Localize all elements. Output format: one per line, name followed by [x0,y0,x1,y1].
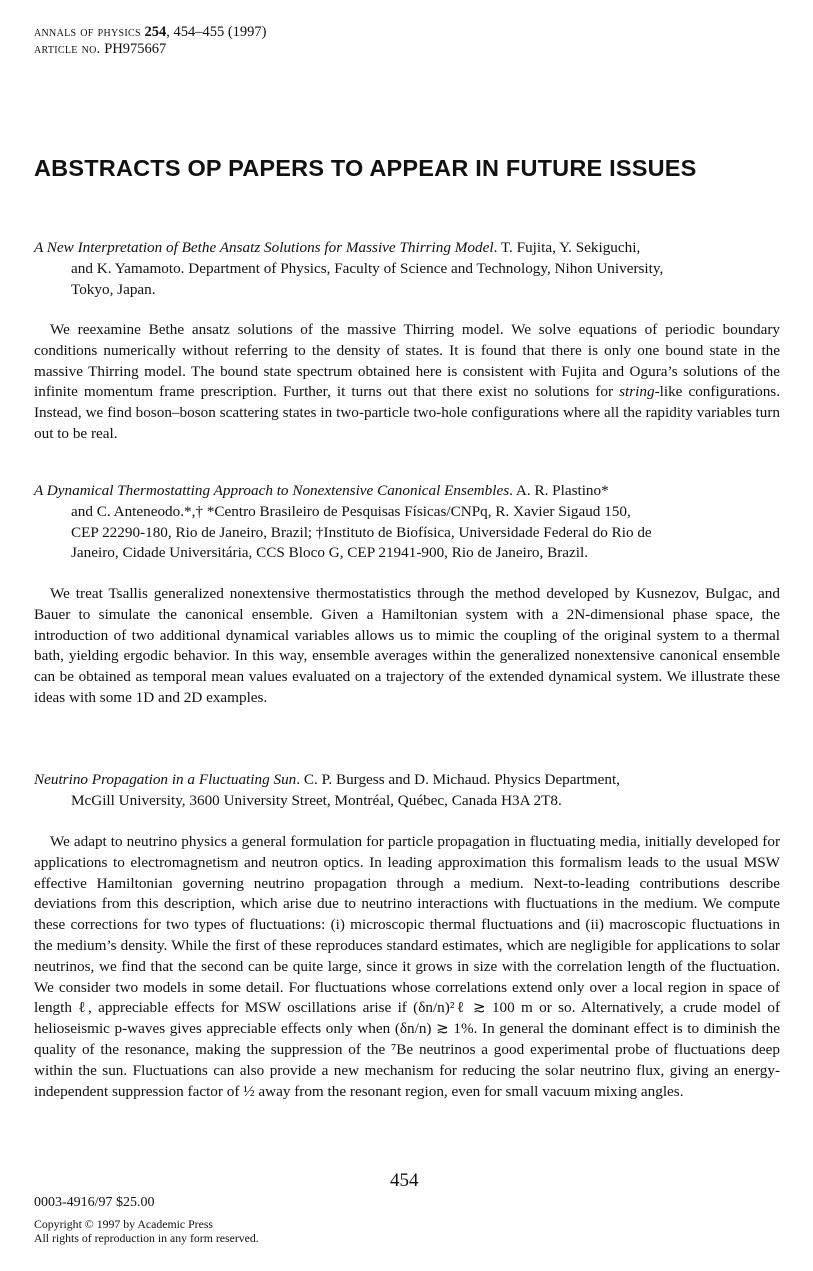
paper-abstract [34,832,780,1102]
citation-line: and K. Yamamoto. Department of Physics, Faculty of Science and Technology, Nihon University, [71,259,664,277]
citation-line: McGill University, 3600 University Street, Montréal, Québec, Canada H3A 2T8. [71,791,562,809]
copyright-notice: Copyright © 1997 by Academic Press [34,1216,214,1231]
footer [34,1195,259,1246]
paper-abstract [34,584,780,709]
abstract-text: We reexamine Bethe ansatz solutions of the massive Thirring model. We solve equations of periodic boundary conditions numerically without referring to the density of states. It is found that there is only one bound state in the massive Thirring model. The bound state spectrum obtained here is consistent with Fujita and Ogura’s solutions of the infinite momentum frame prescription. Further, it turns out that there exist no solutions for string-like configurations. Instead, we find boson–boson scattering states in two-particle two-hole configurations where all the rapidity variables turn out to be real. [34,321,780,442]
pages-year: , 454–455 (1997) [166,24,267,40]
abstract-text: We adapt to neutrino physics a general formulation for particle propagation in fluctuating media, initially developed for applications to electromagnetism and neutron optics. In leading approximation this formalism leads to the usual MSW effective Hamiltonian governing neutrino propagation through a medium. Next-to-leading contributions describe deviations from this description, which arise due to neutrino interactions with fluctuations in the medium. We compute these corrections for two types of fluctuations: (i) microscopic thermal fluctuations and (ii) macroscopic fluctuations in the medium’s density. While the first of these reproduces standard estimates, which are negligible for applications to solar neutrinos, we find that the second can be quite large, since it grows in size with the correlation length of the fluctuation. We consider two models in some detail. For fluctuations whose correlations extend only over a local region in space of length ℓ, appreciable effects for MSW oscillations arise if (δn/n)²ℓ ≳ 100 m or so. Alternatively, a crude model of helioseismic p-waves gives appreciable effects only when (δn/n) ≳ 1%. In general the dominant effect is to diminish the quality of the resonance, making the suppression of the ⁷Be neutrinos a good experimental probe of fluctuations deep within the sun. Fluctuations can also provide a new mechanism for reducing the solar neutrino flux, giving an energy-independent suppression factor of ½ away from the resonant region, even for small vacuum mixing angles. [34,833,780,1100]
journal-name: annals of physics [34,24,141,40]
issn-price: 0003-4916/97 $25.00 [34,1195,155,1210]
paper-citation [34,770,780,812]
journal-line [34,24,267,41]
citation-line: Janeiro, Cidade Universitária, CCS Bloco G, CEP 21941-900, Rio de Janeiro, Brazil. [71,544,588,562]
rights-notice: All rights of reproduction in any form reserved. [34,1231,259,1245]
abstract-text: We treat Tsallis generalized nonextensive thermostatistics through the method developed by Kusnezov, Bulgac, and Bauer to simulate the canonical ensemble. Given a Hamiltonian system with a 2N-dimensional phase space, the introduction of two additional dynamical variables allows us to mimic the coupling of the original system to a thermal bath, yielding ergodic behavior. In this way, ensemble averages within the generalized nonextensive canonical ensemble can be obtained as temporal mean values evaluated on a trajectory of the extended dynamical system. We illustrate these ideas with some 1D and 2D examples. [34,585,780,706]
running-header [34,24,267,58]
paper-title: Neutrino Propagation in a Fluctuating Sun [34,771,297,788]
paper-title: A Dynamical Thermostatting Approach to Nonextensive Canonical Ensembles [34,482,510,499]
citation-line [34,481,780,502]
paper-title: A New Interpretation of Bethe Ansatz Solutions for Massive Thirring Model [34,239,494,256]
citation-line: Tokyo, Japan. [71,280,156,298]
paper-authors: . A. R. Plastino* [509,482,609,499]
volume-number: 254 [144,24,167,40]
paper-authors: . T. Fujita, Y. Sekiguchi, [493,239,641,256]
article-line [34,41,267,58]
paper-authors: . C. P. Burgess and D. Michaud. Physics Department, [296,771,620,788]
page-title: ABSTRACTS OP PAPERS TO APPEAR IN FUTURE ISSUES [34,155,697,181]
citation-line [34,238,780,259]
citation-line: and C. Anteneodo.*,† *Centro Brasileiro de Pesquisas Físicas/CNPq, R. Xavier Sigaud 150, [71,502,631,520]
paper-citation [34,238,780,300]
paper-citation [34,481,780,564]
page-number: 454 [390,1170,419,1191]
paper-abstract [34,320,780,445]
article-id: PH975667 [104,41,167,57]
article-label: article no. [34,41,101,57]
citation-line: CEP 22290-180, Rio de Janeiro, Brazil; †Instituto de Biofísica, Universidade Federal do Rio de [71,523,652,541]
citation-line [34,770,780,791]
